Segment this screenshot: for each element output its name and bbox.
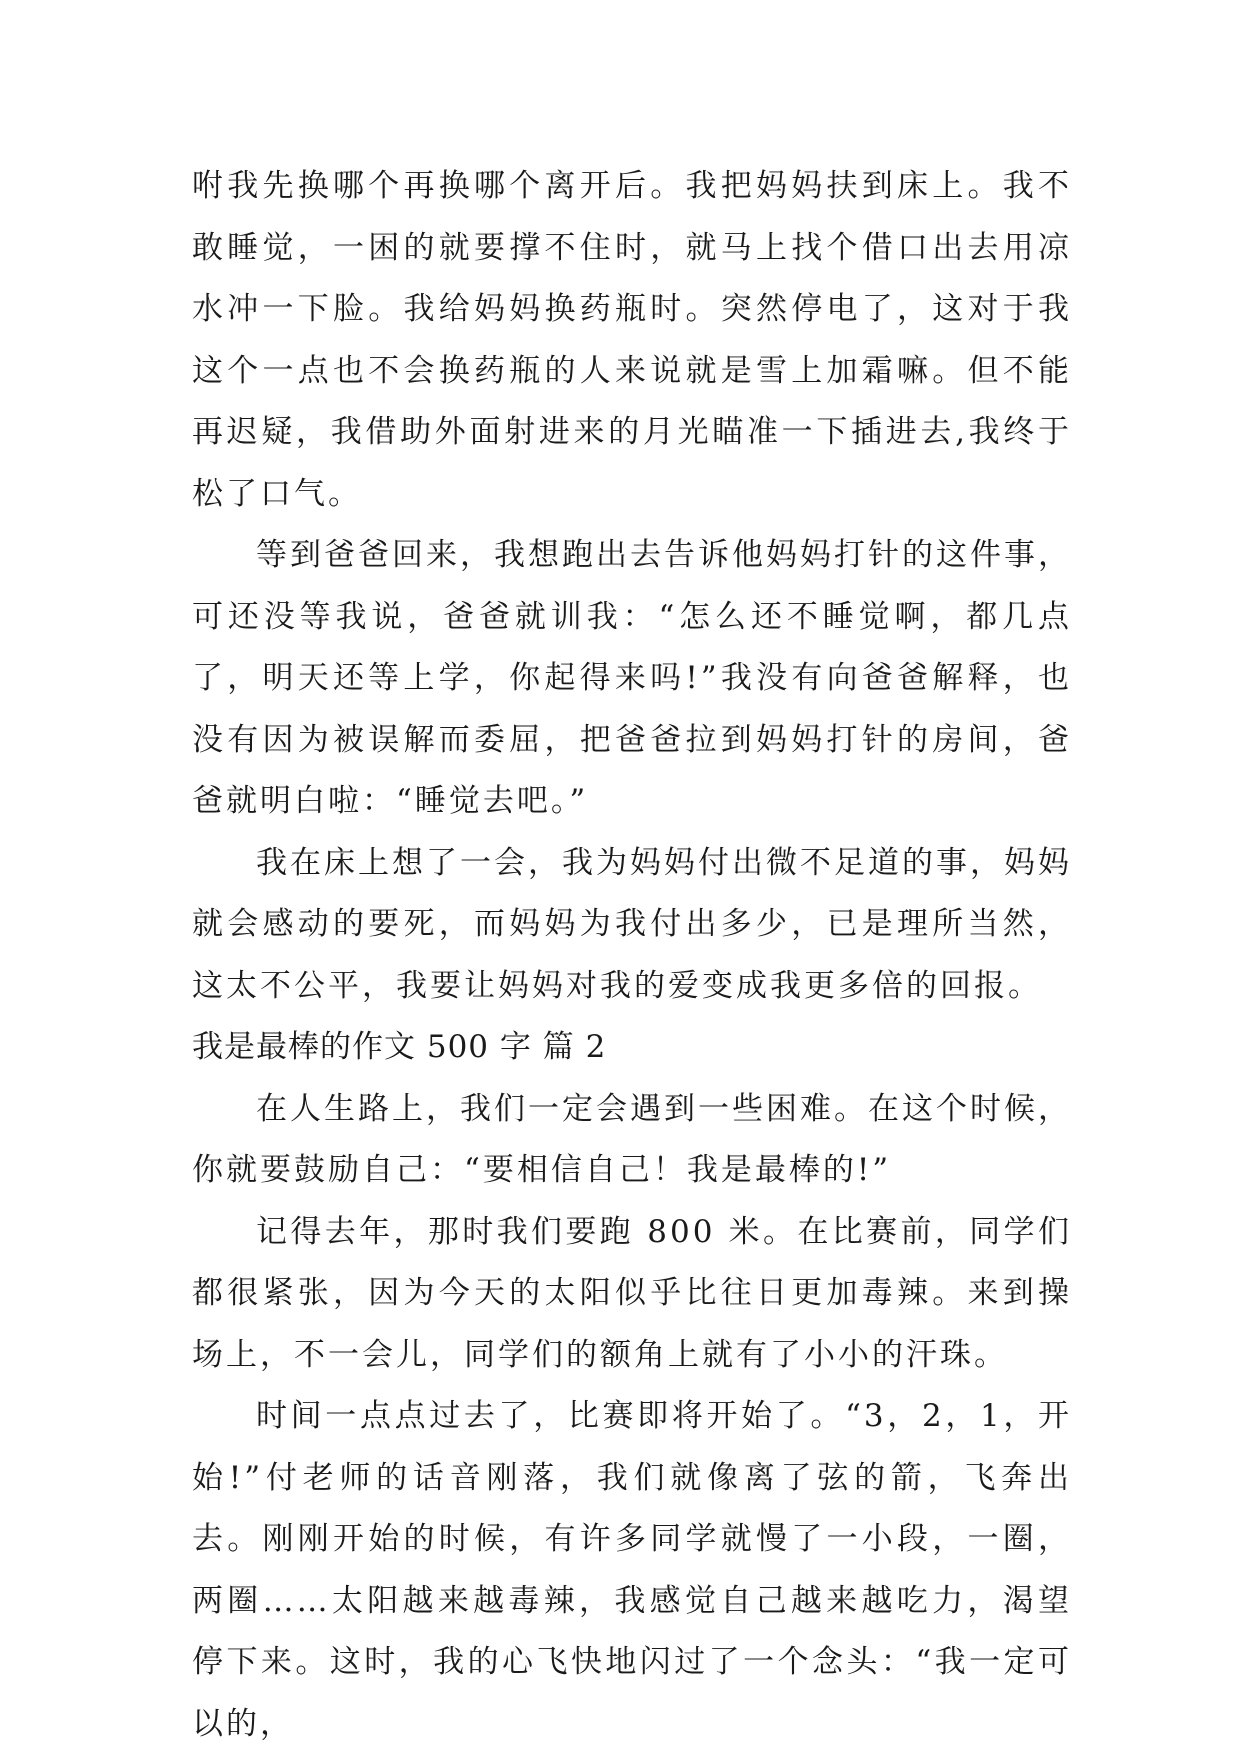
paragraph-last-year: 记得去年，那时我们要跑 800 米。在比赛前，同学们都很紧张，因为今天的太阳似乎比往日更加毒辣。来到操场上，不一会儿，同学们的额角上就有了小小的汗珠。 <box>192 1213 1072 1373</box>
paragraph-reflection: 我在床上想了一会，我为妈妈付出微不足道的事，妈妈就会感动的要死，而妈妈为我付出多少，已是理所当然，这太不公平，我要让妈妈对我的爱变成我更多倍的回报。 <box>192 844 1072 1004</box>
paragraph-continuation: 咐我先换哪个再换哪个离开后。我把妈妈扶到床上。我不敢睡觉，一困的就要撑不住时，就马上找个借口出去用凉水冲一下脸。我给妈妈换药瓶时。突然停电了，这对于我这个一点也不会换药瓶的人来说就是雪上加霜嘛。但不能再迟疑，我借助外面射进来的月光瞄准一下插进去,我终于松了口气。 <box>192 168 1072 512</box>
section-title: 我是最棒的作文 500 字 篇 2 <box>192 1029 607 1065</box>
paragraph-intro: 在人生路上，我们一定会遇到一些困难。在这个时候，你就要鼓励自己：“要相信自己！我是最棒的!” <box>192 1090 1072 1188</box>
paragraph-father-returns: 等到爸爸回来，我想跑出去告诉他妈妈打针的这件事，可还没等我说，爸爸就训我：“怎么还不睡觉啊，都几点了，明天还等上学，你起得来吗!”我没有向爸爸解释，也没有因为被误解而委屈，把爸爸拉到妈妈打针的房间，爸爸就明白啦：“睡觉去吧。” <box>192 537 1072 819</box>
document-body <box>192 156 1072 1755</box>
paragraph-race: 时间一点点过去了，比赛即将开始了。“3，2，1，开始!”付老师的话音刚落，我们就像离了弦的箭，飞奔出去。刚刚开始的时候，有许多同学就慢了一小段，一圈，两圈……太阳越来越毒辣，我感觉自己越来越吃力，渴望停下来。这时，我的心飞快地闪过了一个念头：“我一定可以的， <box>192 1398 1072 1742</box>
